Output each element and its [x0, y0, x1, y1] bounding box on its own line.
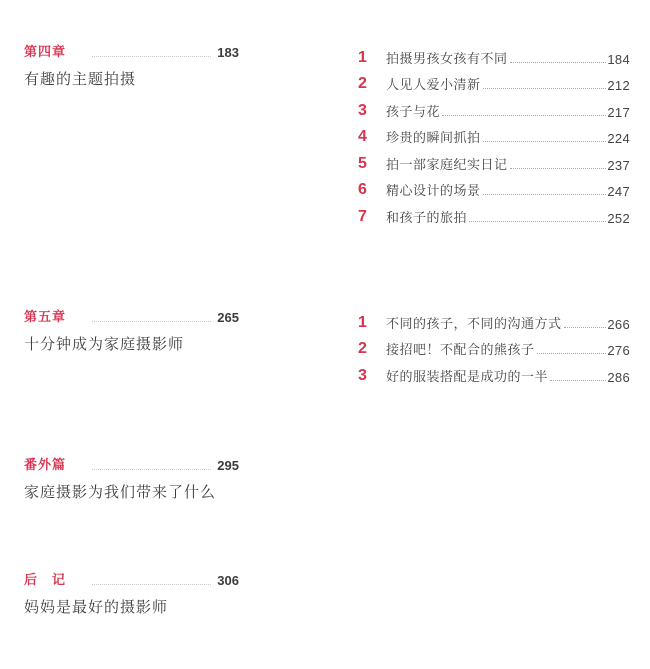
chapter-label: 第五章 [24, 310, 67, 325]
chapter-subtitle: 有趣的主题拍摄 [24, 70, 137, 88]
dot-leader [469, 221, 606, 222]
toc-entry[interactable] [358, 199, 630, 226]
dot-leader [92, 321, 211, 322]
dot-leader [510, 168, 607, 169]
section-title: 和孩子的旅拍 [386, 210, 468, 226]
section-page-number: 184 [607, 51, 630, 67]
section-page-number: 276 [607, 343, 630, 358]
section-number: 3 [358, 366, 367, 384]
dot-leader [92, 469, 211, 470]
dot-leader [483, 141, 607, 142]
toc-entry[interactable] [358, 67, 630, 94]
section-number: 4 [358, 128, 367, 145]
section-number: 1 [358, 313, 367, 331]
toc-entry[interactable] [358, 40, 630, 67]
chapter-page-number: 265 [217, 310, 239, 325]
toc-entry[interactable] [358, 120, 630, 147]
dot-leader [442, 115, 606, 116]
section-page-number: 266 [607, 316, 630, 332]
section-page-number: 212 [607, 78, 630, 93]
dot-leader [537, 353, 607, 354]
chapter-5-sections [358, 305, 630, 385]
chapter-5-heading[interactable] [24, 307, 239, 354]
section-number: 2 [358, 75, 367, 92]
section-number: 7 [358, 207, 367, 225]
section-title: 拍一部家庭纪实日记 [386, 157, 508, 173]
toc-entry[interactable] [358, 305, 630, 332]
chapter-4-sections [358, 40, 630, 226]
dot-leader [550, 380, 606, 381]
toc-entry[interactable] [358, 332, 630, 359]
dot-leader [92, 56, 211, 57]
chapter-label: 后 记 [24, 573, 67, 588]
section-number: 6 [358, 181, 367, 198]
toc-entry[interactable] [358, 173, 630, 200]
section-title: 接招吧！不配合的熊孩子 [386, 343, 535, 358]
section-page-number: 252 [607, 210, 630, 226]
section-page-number: 217 [607, 104, 630, 120]
section-title: 孩子与花 [386, 104, 441, 120]
dot-leader [510, 62, 607, 63]
section-title: 精心设计的场景 [386, 184, 481, 199]
chapter-page-number: 183 [217, 45, 239, 60]
chapter-page-number: 295 [217, 458, 239, 473]
chapter-page-number: 306 [217, 573, 239, 588]
dot-leader [483, 88, 607, 89]
section-page-number: 224 [607, 131, 630, 146]
section-title: 拍摄男孩女孩有不同 [386, 51, 508, 67]
chapter-4-heading[interactable] [24, 42, 239, 89]
toc-entry[interactable] [358, 146, 630, 173]
dot-leader [92, 584, 211, 585]
afterword-heading[interactable] [24, 570, 239, 617]
chapter-label: 番外篇 [24, 458, 67, 473]
chapter-subtitle: 妈妈是最好的摄影师 [24, 598, 169, 616]
dot-leader [564, 327, 607, 328]
extra-chapter-heading[interactable] [24, 455, 239, 502]
section-page-number: 247 [607, 184, 630, 199]
section-number: 1 [358, 48, 367, 66]
chapter-subtitle: 家庭摄影为我们带来了什么 [24, 483, 217, 501]
dot-leader [483, 194, 607, 195]
section-page-number: 237 [607, 157, 630, 173]
section-title: 不同的孩子，不同的沟通方式 [386, 316, 562, 332]
toc-entry[interactable] [358, 93, 630, 120]
toc-entry[interactable] [358, 358, 630, 385]
section-title: 珍贵的瞬间抓拍 [386, 131, 481, 146]
section-title: 人见人爱小清新 [386, 78, 481, 93]
section-number: 5 [358, 154, 367, 172]
chapter-label: 第四章 [24, 45, 67, 60]
section-number: 2 [358, 340, 367, 357]
section-title: 好的服装搭配是成功的一半 [386, 369, 549, 385]
chapter-subtitle: 十分钟成为家庭摄影师 [24, 335, 185, 353]
section-number: 3 [358, 101, 367, 119]
section-page-number: 286 [607, 369, 630, 385]
